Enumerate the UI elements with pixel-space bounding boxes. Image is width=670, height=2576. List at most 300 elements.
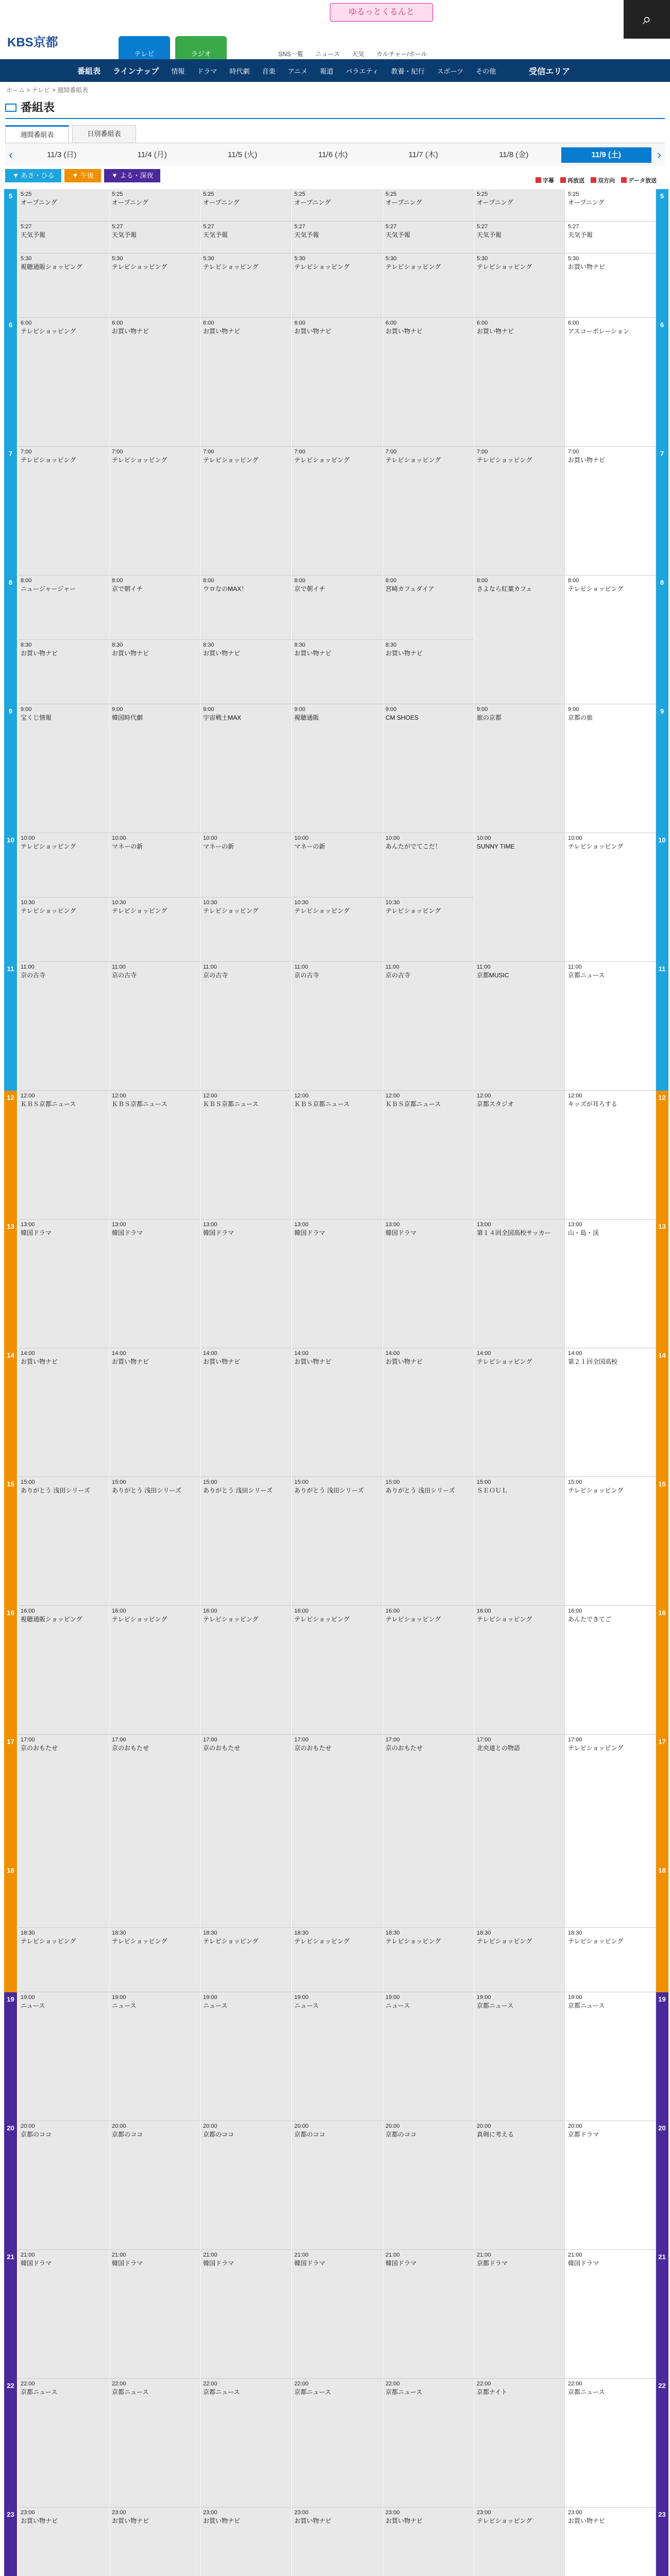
program-cell[interactable] — [18, 1928, 109, 1992]
program-cell[interactable] — [109, 1219, 200, 1348]
program-title: 京のおもたせ — [21, 1744, 58, 1752]
program-cell[interactable] — [109, 2250, 200, 2379]
program-title: 京のおもたせ — [112, 1744, 149, 1752]
program-title: テレビショッピング — [112, 1616, 167, 1623]
program-time: 6:00 — [568, 320, 579, 326]
program-cell[interactable] — [109, 189, 200, 222]
top-link[interactable]: ニュース — [315, 50, 340, 58]
program-cell[interactable] — [383, 1992, 474, 2121]
program-time: 5:30 — [203, 256, 214, 262]
program-title: あんたがでてこだ！ — [386, 843, 442, 850]
program-cell[interactable] — [292, 962, 382, 1091]
program-title: 韓国ドラマ — [568, 2260, 599, 2267]
program-cell[interactable] — [18, 2507, 109, 2576]
nav-item-area[interactable]: 受信エリア — [529, 67, 571, 76]
program-cell[interactable] — [292, 2507, 382, 2576]
program-cell[interactable] — [200, 962, 291, 1091]
program-time: 18:30 — [568, 1930, 582, 1936]
program-cell[interactable] — [565, 1606, 656, 1735]
prev-arrow-icon[interactable]: ‹ — [9, 147, 13, 162]
program-title: オープニング — [21, 199, 57, 206]
program-cell[interactable] — [200, 2121, 291, 2250]
program-title: テレビショッピング — [21, 907, 76, 914]
program-time: 17:00 — [294, 1737, 309, 1743]
program-title: ありがとう 浅田シリーズ — [386, 1487, 455, 1494]
date-tab[interactable]: 11/8 (金) — [499, 150, 529, 159]
program-cell[interactable] — [109, 2379, 200, 2507]
hour-label: 19 — [656, 1992, 668, 2121]
program-cell[interactable] — [383, 1219, 474, 1348]
hour-label: 12 — [4, 1091, 17, 1219]
program-cell[interactable] — [565, 2250, 656, 2379]
program-time: 6:00 — [112, 320, 123, 326]
program-cell[interactable] — [292, 1091, 382, 1219]
program-title: 韓国ドラマ — [203, 1229, 234, 1236]
program-title: お買い物ナビ — [203, 2517, 241, 2524]
program-time: 9:00 — [477, 706, 488, 713]
program-cell[interactable] — [383, 318, 474, 447]
program-cell[interactable] — [18, 575, 109, 640]
hour-label: 10 — [656, 833, 668, 962]
program-time: 17:00 — [386, 1737, 400, 1743]
program-cell[interactable] — [109, 2507, 200, 2576]
program-cell[interactable] — [565, 1219, 656, 1348]
program-title: 京都ニュース — [568, 2002, 605, 2009]
program-cell[interactable] — [383, 2121, 474, 2250]
date-tab[interactable]: 11/4 (月) — [137, 150, 167, 159]
program-cell[interactable] — [18, 2379, 109, 2507]
program-cell[interactable] — [383, 704, 474, 833]
band-night[interactable]: ▼ よる・深夜 — [104, 169, 160, 182]
program-cell[interactable] — [474, 833, 565, 962]
program-cell[interactable] — [474, 222, 565, 254]
program-cell[interactable] — [292, 2121, 382, 2250]
program-cell[interactable] — [18, 222, 109, 254]
program-title: テレビショッピング — [203, 456, 259, 464]
program-cell[interactable] — [200, 1477, 291, 1606]
program-cell[interactable] — [292, 1992, 382, 2121]
program-cell[interactable] — [292, 1735, 382, 1928]
nav-item[interactable]: ドラマ — [197, 67, 217, 75]
program-cell[interactable] — [383, 1091, 474, 1219]
program-title: テレビショッピング — [386, 1616, 441, 1623]
program-time: 8:30 — [203, 642, 214, 648]
program-cell[interactable] — [565, 222, 656, 254]
program-cell[interactable] — [18, 1348, 109, 1477]
top-link[interactable]: カルチャー/ホール — [376, 50, 427, 58]
program-title: お買い物ナビ — [568, 456, 606, 464]
hour-label: 9 — [656, 704, 668, 833]
program-cell[interactable] — [565, 2507, 656, 2576]
program-cell[interactable] — [18, 1219, 109, 1348]
program-cell[interactable] — [474, 1735, 565, 1928]
program-cell[interactable] — [474, 1928, 565, 1992]
program-title: 韓国時代劇 — [112, 714, 143, 721]
program-cell[interactable] — [18, 447, 109, 575]
program-cell[interactable] — [292, 222, 382, 254]
tv-button[interactable]: テレビ — [119, 36, 170, 59]
program-cell[interactable] — [109, 1735, 200, 1928]
program-cell[interactable] — [200, 640, 291, 704]
logo[interactable]: KBS京都 — [7, 36, 58, 49]
program-cell[interactable] — [200, 1606, 291, 1735]
program-cell[interactable] — [292, 897, 382, 962]
program-cell[interactable] — [292, 318, 382, 447]
nav-item[interactable]: ラインナップ — [113, 66, 159, 76]
program-cell[interactable] — [18, 640, 109, 704]
program-title: 天気予報 — [21, 231, 46, 239]
radio-button[interactable]: ラジオ — [175, 36, 227, 59]
program-cell[interactable] — [292, 1477, 382, 1606]
program-cell[interactable] — [565, 2121, 656, 2250]
hour-label: 21 — [656, 2250, 668, 2379]
program-time: 5:30 — [477, 256, 488, 262]
date-tab[interactable]: 11/7 (木) — [408, 150, 439, 159]
program-cell[interactable] — [200, 897, 291, 962]
top-link[interactable]: SNS一覧 — [278, 50, 304, 58]
program-cell[interactable] — [474, 253, 565, 318]
program-cell[interactable] — [292, 447, 382, 575]
program-cell[interactable] — [18, 1992, 109, 2121]
top-link[interactable]: 天気 — [351, 50, 364, 58]
program-title: 視聴通販ショッピング — [21, 263, 82, 270]
nav-item[interactable]: 教養・紀行 — [391, 67, 425, 75]
program-time: 22:00 — [386, 2381, 400, 2387]
program-cell[interactable] — [474, 962, 565, 1091]
program-time: 16:00 — [112, 1608, 126, 1614]
program-time: 10:00 — [386, 835, 400, 841]
program-time: 5:27 — [294, 223, 306, 230]
program-cell[interactable] — [565, 575, 656, 704]
program-time: 17:00 — [203, 1737, 217, 1743]
program-cell[interactable] — [474, 1477, 565, 1606]
program-cell[interactable] — [474, 1606, 565, 1735]
program-title: テレビショッピング — [568, 843, 624, 850]
program-cell[interactable] — [565, 447, 656, 575]
program-cell[interactable] — [474, 2121, 565, 2250]
program-title: 宝くじ情報 — [21, 714, 52, 721]
program-title: 韓国ドラマ — [386, 1229, 417, 1236]
program-time: 14:00 — [21, 1350, 35, 1357]
program-title: お買い物ナビ — [112, 2517, 149, 2524]
program-cell[interactable] — [474, 575, 565, 704]
program-title: あんたできてご — [568, 1616, 612, 1623]
main-nav — [0, 59, 670, 82]
program-cell[interactable] — [565, 2379, 656, 2507]
program-time: 12:00 — [294, 1093, 309, 1099]
program-cell[interactable] — [565, 833, 656, 962]
program-time: 23:00 — [203, 2510, 217, 2516]
program-title: テレビショッピング — [477, 1938, 532, 1945]
program-title: キッズが耳ろする — [568, 1100, 617, 1108]
nav-item[interactable]: その他 — [476, 67, 496, 75]
program-title: 京都のココ — [203, 2131, 234, 2138]
program-title: ニュース — [386, 2002, 410, 2009]
program-cell[interactable] — [200, 1992, 291, 2121]
program-cell[interactable] — [383, 2379, 474, 2507]
program-cell[interactable] — [109, 1477, 200, 1606]
program-cell[interactable] — [109, 897, 200, 962]
program-cell[interactable] — [109, 1606, 200, 1735]
program-time: 17:00 — [568, 1737, 582, 1743]
banner[interactable]: ゆるっとくるんと — [330, 3, 433, 22]
program-cell[interactable] — [109, 833, 200, 897]
program-title: マネーの新 — [203, 843, 234, 850]
program-time: 6:00 — [294, 320, 306, 326]
program-cell[interactable] — [474, 2379, 565, 2507]
program-title: テレビショッピング — [386, 1938, 441, 1945]
program-cell[interactable] — [383, 2250, 474, 2379]
program-title: テレビショッピング — [568, 1487, 624, 1494]
program-cell[interactable] — [200, 189, 291, 222]
program-cell[interactable] — [200, 2507, 291, 2576]
program-title: テレビショッピング — [112, 1938, 167, 1945]
nav-item[interactable]: バラエティ — [345, 67, 379, 75]
program-cell[interactable] — [18, 318, 109, 447]
program-cell[interactable] — [200, 1928, 291, 1992]
program-cell[interactable] — [18, 2250, 109, 2379]
program-time: 12:00 — [203, 1093, 217, 1099]
program-cell[interactable] — [18, 1606, 109, 1735]
program-cell[interactable] — [200, 222, 291, 254]
program-title: ありがとう 浅田シリーズ — [21, 1487, 90, 1494]
program-cell[interactable] — [474, 1992, 565, 2121]
program-cell[interactable] — [383, 1477, 474, 1606]
hour-label: 8 — [4, 575, 17, 704]
hour-label: 19 — [4, 1992, 17, 2121]
program-time: 8:30 — [294, 642, 306, 648]
program-time: 6:00 — [203, 320, 214, 326]
program-time: 8:30 — [112, 642, 123, 648]
nav-item[interactable]: 情報 — [171, 67, 185, 75]
program-time: 19:00 — [203, 1994, 217, 2001]
program-title: テレビショッピング — [568, 1938, 624, 1945]
program-time: 14:00 — [203, 1350, 217, 1357]
band-morning[interactable]: ▼ あさ・ひる — [5, 169, 61, 182]
program-title: お買い物ナビ — [203, 650, 241, 657]
program-cell[interactable] — [474, 704, 565, 833]
program-cell[interactable] — [18, 704, 109, 833]
search-icon[interactable]: ⌕ — [624, 0, 670, 39]
program-title: オープニング — [294, 199, 331, 206]
nav-item[interactable]: 報道 — [320, 67, 333, 75]
program-cell[interactable] — [565, 1928, 656, 1992]
program-title: お買い物ナビ — [294, 328, 332, 335]
program-cell[interactable] — [565, 1992, 656, 2121]
program-cell[interactable] — [292, 1348, 382, 1477]
program-title: 京で朝イチ — [112, 585, 143, 592]
program-cell[interactable] — [292, 1219, 382, 1348]
program-cell[interactable] — [292, 189, 382, 222]
program-cell[interactable] — [565, 318, 656, 447]
program-time: 22:00 — [203, 2381, 217, 2387]
program-cell[interactable] — [383, 447, 474, 575]
program-cell[interactable] — [565, 1348, 656, 1477]
nav-item[interactable]: アニメ — [288, 67, 308, 75]
program-title: ありがとう 浅田シリーズ — [203, 1487, 273, 1494]
program-cell[interactable] — [200, 1735, 291, 1928]
program-cell[interactable] — [565, 253, 656, 318]
program-cell[interactable] — [383, 962, 474, 1091]
program-cell[interactable] — [18, 1477, 109, 1606]
program-cell[interactable] — [200, 704, 291, 833]
next-arrow-icon[interactable]: › — [657, 147, 661, 162]
program-cell[interactable] — [109, 253, 200, 318]
program-cell[interactable] — [18, 189, 109, 222]
program-cell[interactable] — [292, 640, 382, 704]
program-time: 5:27 — [203, 223, 214, 230]
program-title: ありがとう 浅田シリーズ — [294, 1487, 364, 1494]
program-time: 7:00 — [294, 449, 306, 455]
program-cell[interactable] — [474, 189, 565, 222]
program-title: 視聴通販ショッピング — [21, 1616, 82, 1623]
band-afternoon[interactable]: ▼ 午後 — [64, 169, 100, 182]
program-title: テレビショッピング — [112, 907, 167, 914]
program-cell[interactable] — [383, 1735, 474, 1928]
program-cell[interactable] — [109, 222, 200, 254]
program-cell[interactable] — [18, 833, 109, 897]
program-title: テレビショッピング — [477, 1616, 532, 1623]
program-cell[interactable] — [565, 1477, 656, 1606]
program-title: 京の古寺 — [203, 972, 228, 979]
program-cell[interactable] — [383, 1606, 474, 1735]
nav-item[interactable]: スポーツ — [437, 67, 464, 75]
program-title: マネーの新 — [294, 843, 326, 850]
program-cell[interactable] — [565, 1091, 656, 1219]
program-cell[interactable] — [565, 1735, 656, 1928]
program-cell[interactable] — [109, 962, 200, 1091]
program-cell[interactable] — [292, 1606, 382, 1735]
program-cell[interactable] — [292, 575, 382, 640]
program-cell[interactable] — [109, 447, 200, 575]
program-title: 京都ニュース — [568, 972, 605, 979]
program-cell[interactable] — [18, 253, 109, 318]
program-cell[interactable] — [18, 962, 109, 1091]
program-time: 11:00 — [477, 964, 491, 970]
program-cell[interactable] — [109, 1348, 200, 1477]
nav-item[interactable]: 番組表 — [77, 66, 101, 76]
hour-label: 5 — [4, 189, 17, 318]
program-cell[interactable] — [18, 1091, 109, 1219]
program-time: 8:00 — [386, 578, 397, 584]
program-cell[interactable] — [474, 2250, 565, 2379]
program-title: 京都ニュース — [477, 2002, 514, 2009]
program-cell[interactable] — [383, 1348, 474, 1477]
program-cell[interactable] — [109, 1992, 200, 2121]
program-cell[interactable] — [565, 962, 656, 1091]
program-title: テレビショッピング — [477, 263, 532, 270]
program-cell[interactable] — [200, 1091, 291, 1219]
program-cell[interactable] — [200, 2250, 291, 2379]
program-cell[interactable] — [109, 640, 200, 704]
hour-label: 22 — [4, 2379, 17, 2507]
date-tab[interactable]: 11/6 (水) — [318, 150, 348, 159]
program-cell[interactable] — [200, 575, 291, 640]
program-cell[interactable] — [200, 447, 291, 575]
program-time: 18:30 — [112, 1930, 126, 1936]
program-cell[interactable] — [383, 222, 474, 254]
program-cell[interactable] — [383, 575, 474, 640]
program-cell[interactable] — [474, 447, 565, 575]
program-cell[interactable] — [292, 704, 382, 833]
program-cell[interactable] — [383, 833, 474, 897]
hour-label: 20 — [4, 2121, 17, 2250]
program-cell[interactable] — [565, 704, 656, 833]
nav-item[interactable]: 時代劇 — [229, 67, 250, 75]
program-cell[interactable] — [383, 2507, 474, 2576]
program-cell[interactable] — [109, 704, 200, 833]
program-cell[interactable] — [383, 640, 474, 704]
program-time: 19:00 — [21, 1994, 35, 2001]
program-cell[interactable] — [109, 1091, 200, 1219]
program-cell[interactable] — [474, 1091, 565, 1219]
program-cell[interactable] — [109, 318, 200, 447]
program-time: 10:30 — [21, 900, 35, 906]
program-cell[interactable] — [200, 253, 291, 318]
program-title: お買い物ナビ — [203, 1358, 241, 1365]
program-time: 5:25 — [112, 191, 123, 197]
tab-weekly[interactable]: 週間番組表 — [5, 125, 69, 143]
program-time: 21:00 — [568, 2252, 582, 2258]
program-cell[interactable] — [18, 2121, 109, 2250]
program-cell[interactable] — [383, 189, 474, 222]
program-cell[interactable] — [18, 1735, 109, 1928]
program-cell[interactable] — [200, 2379, 291, 2507]
program-cell[interactable] — [200, 1348, 291, 1477]
program-cell[interactable] — [292, 2250, 382, 2379]
program-cell[interactable] — [200, 833, 291, 897]
program-cell[interactable] — [109, 1928, 200, 1992]
program-cell[interactable] — [474, 318, 565, 447]
nav-item[interactable]: 音楽 — [262, 67, 276, 75]
date-tab-active[interactable]: 11/9 (土) — [561, 147, 651, 163]
program-cell[interactable] — [383, 897, 474, 962]
hour-label: 7 — [4, 447, 17, 575]
program-time: 8:00 — [21, 578, 32, 584]
program-time: 13:00 — [568, 1222, 582, 1228]
program-cell[interactable] — [474, 1348, 565, 1477]
program-time: 5:30 — [294, 256, 306, 262]
program-title: お買い物ナビ — [477, 328, 514, 335]
program-cell[interactable] — [18, 897, 109, 962]
program-time: 16:00 — [477, 1608, 491, 1614]
program-time: 13:00 — [112, 1222, 126, 1228]
date-tab[interactable]: 11/3 (日) — [47, 150, 77, 159]
program-cell[interactable] — [383, 1928, 474, 1992]
program-cell[interactable] — [200, 318, 291, 447]
program-cell[interactable] — [292, 2379, 382, 2507]
program-cell[interactable] — [565, 189, 656, 222]
hour-label: 13 — [4, 1219, 17, 1348]
program-title: ＫＢＳ京都ニュース — [21, 1100, 76, 1108]
program-cell[interactable] — [474, 2507, 565, 2576]
program-time: 11:00 — [294, 964, 308, 970]
program-cell[interactable] — [109, 575, 200, 640]
tab-daily[interactable]: 日別番組表 — [72, 125, 136, 143]
date-tab[interactable]: 11/5 (火) — [227, 150, 258, 159]
program-cell[interactable] — [292, 1928, 382, 1992]
program-cell[interactable] — [109, 2121, 200, 2250]
program-title: 京都ドラマ — [568, 2131, 599, 2138]
program-cell[interactable] — [292, 833, 382, 897]
program-cell[interactable] — [474, 1219, 565, 1348]
program-cell[interactable] — [383, 253, 474, 318]
program-time: 10:30 — [386, 900, 400, 906]
hour-label: 7 — [656, 447, 668, 575]
program-cell[interactable] — [200, 1219, 291, 1348]
program-cell[interactable] — [292, 253, 382, 318]
program-title: 韓国ドラマ — [21, 2260, 52, 2267]
